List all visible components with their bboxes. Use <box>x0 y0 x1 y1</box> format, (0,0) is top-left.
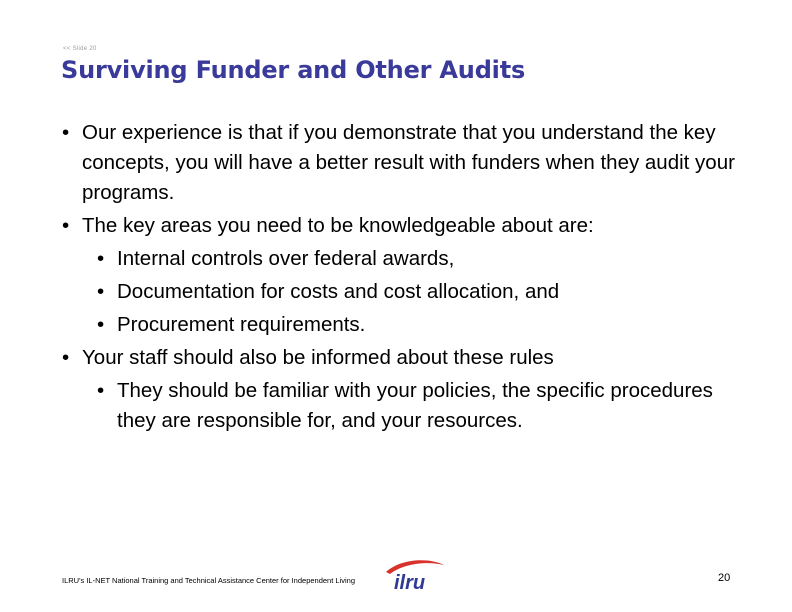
bullet-marker: • <box>62 346 70 369</box>
bullet-list <box>62 118 752 436</box>
sub-bullet-item <box>62 310 752 340</box>
page-number: 20 <box>718 572 731 584</box>
logo-wordmark: ilru <box>394 572 426 592</box>
bullet-text: The key areas you need to be knowledgeable about are: <box>82 214 594 237</box>
bullet-item <box>62 118 752 208</box>
slide-tag: << Slide 20 <box>63 46 97 52</box>
bullet-text: Our experience is that if you demonstrate that you understand the key concepts, you will have a better result with funders when they audit your programs. <box>82 121 735 204</box>
bullet-marker: • <box>97 280 105 303</box>
footer-org-text: ILRU's IL-NET National Training and Technical Assistance Center for Independent Living <box>62 576 355 585</box>
bullet-marker: • <box>62 121 70 144</box>
slide-title: Surviving Funder and Other Audits <box>61 56 526 84</box>
bullet-marker: • <box>97 313 105 336</box>
bullet-text: Your staff should also be informed about these rules <box>82 346 554 369</box>
bullet-text: Documentation for costs and cost allocation, and <box>117 280 560 303</box>
bullet-text: Procurement requirements. <box>117 313 366 336</box>
bullet-marker: • <box>62 214 70 237</box>
sub-bullet-item <box>62 244 752 274</box>
bullet-marker: • <box>97 247 105 270</box>
bullet-text: They should be familiar with your policies, the specific procedures they are responsible for, and your resources. <box>117 379 713 432</box>
bullet-item <box>62 211 752 241</box>
bullet-marker: • <box>97 379 105 402</box>
sub-bullet-item <box>62 277 752 307</box>
sub-bullet-item <box>62 376 752 436</box>
bullet-text: Internal controls over federal awards, <box>117 247 455 270</box>
bullet-item <box>62 343 752 373</box>
ilru-logo <box>380 556 448 592</box>
